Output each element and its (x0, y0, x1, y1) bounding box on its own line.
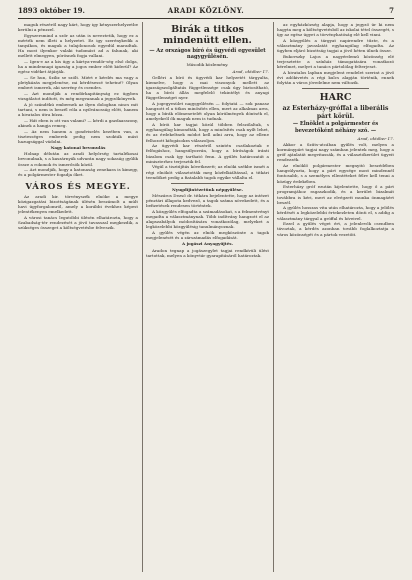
section-heading: A jogászi Anyagyűjtés. (181, 241, 234, 247)
article-paragraph: Az ügyvédi kar részéről szintén csatlakoztak e felfogáshoz, hangsúlyozván, hogy a bíróságok iránti bizalom csak így tartható fenn. A gyűlés határozatát a miniszterhez terjesztik fel. (146, 143, 269, 164)
article-dateline: Arad, október 17. (357, 135, 394, 141)
article-paragraph: — Igen-e az a kis ügy a kártya-rendőr-ség első dolga, ha a mindennapi igazság a jogos ember előtt kiderül? Az egész vidéket átjárják. (18, 59, 138, 75)
article-paragraph: A gyűlés hosszas vita után elhatározta, hogy a jelölés kérdését a legközelebbi értekezleten dönti el, s addig a választmány tárgyal a gróffal és híveivel. (277, 205, 394, 221)
article-separator (171, 183, 244, 184)
article-paragraph: — Hát eben is ott van valami? — kérdi a gazdaasszony, akinek a hangja remeg. (18, 117, 138, 128)
section-heading: Nyugdíjintézetünk népgyűlése. (171, 186, 244, 192)
article-paragraph: Végül a tisztújítás következett; az elnöki székbe ismét a régi elnököt választották meg közfelkiáltással, a titkári teendőket pedig a fiatalabb tagok egyike vállalta el. (146, 164, 269, 180)
article-paragraph: A közgyűlés elfogadta a számadásokat, s a felmentvényt megadta a választmánynak. Több indítvány hangzott el az alapszabályok módosítására vonatkozólag, melyeket a legközelebbi közgyűlésig tanulmányoznak. (146, 208, 269, 230)
column-middle (146, 22, 269, 572)
article-paragraph: Gelléri a bíró és ügyvédi kar helyzetét tárgyalta, kiemelve, hogy a mai viszonyok mellett az igazságszolgáltatás függetlensége csak úgy biztosítható, ha a bírói állás megfelelő tekintélyt és anyagi függetlenséget nyer. (146, 74, 269, 101)
article-paragraph: Holnap délután az aradi helyőrség tartalékosai bevonulnak, s a kaszárnyák udvarán nagy sokaság gyűlik össze a rokonok és ismerősök közül. (18, 151, 138, 167)
column-divider (142, 22, 143, 572)
article-paragraph: Aradon tegnap a jogászegylet tagjai rendkívüli ülést tartottak, melyen a könyvtár gyarapításáról határoztak. (146, 247, 269, 258)
article-paragraph: — Azt mondják a rendőrkapitányság ez ügyben vizsgálatot indított, és még megvannak a jegyzőkönyvek. (18, 91, 138, 102)
issue-date: 1893 október 19. (18, 6, 85, 15)
article-part-label: Második közlemény. (186, 62, 229, 68)
article-paragraph: Akkor a Szűts-utcában gyűlés volt, melyen a kormánypárt tagjai nagy számban jelentek meg, hogy a gróf ajánlatát megvitassák, és a választókerület ügyeit rendezzék. (277, 141, 394, 163)
article-paragraph: Esterházy gróf ezután kijelentette, hogy ő a párt programjához ragaszkodik, és a kerület bizalmát továbbra is kéri, mert az elvégzett munka önmagáért beszél. (277, 184, 394, 205)
column-right (277, 22, 394, 572)
section-heading: Nagy katonai bevonulás (50, 145, 106, 151)
article-headline: HARC (319, 92, 352, 104)
article-paragraph: — Az nem hanem a gondviselés kezében van, a tisztességes emberek pedig nem szokták mást hazugsággal vádolni. (18, 128, 138, 144)
article-paragraph: Bukovszky Lajos a nagyérdemű közönség elé terjesztette a színház támogatására vonatkozó kérelmet, melyet a tanács pártolólag felterjeszt. (277, 53, 394, 70)
article-paragraph: A gyűlés végén az elnök megköszönte a tagok megjelenését és a zárszámadás elfogadását. (146, 230, 269, 241)
article-paragraph: maguk részéről nagy kárt, hogy igy kényszerhelyzetbe kerülni a pénzzel. (18, 22, 138, 33)
section-heading: VÁROS ÉS MEGYE. (25, 181, 131, 192)
article-subheadline: — Az országos bíró és ügyvédi egyesület nagygyűlésén. (149, 48, 266, 61)
article-paragraph: A közgyűlés a tárgyat napirendre tűzte, és a választmány javaslatát egyhangúlag elfogadta. Az ügyben eljáró bizottság tagjai a jövő héten ülnek össze. (277, 37, 394, 54)
article-paragraph: Mészáros Dezső dr. titkára bejelentette, hogy az intézet pénztári állapota kedvező, a tagok száma növekedett, és a befizetések rendesen történtek. (146, 193, 269, 209)
column-divider (273, 22, 274, 572)
article-paragraph: Az aradi kir. törvényszék elnöke a megye közigazgatási bizottságának ülésén beszámolt a múlt havi ügyforgalomról, amely a korábbi évekhez képest jelentékenyen emelkedett. (18, 193, 138, 214)
page-header (18, 6, 394, 18)
article-dateline: Arad, október 17. (232, 68, 269, 74)
article-paragraph: — Azt mondják, hogy a katonaság zenekara is kimegy, és a polgármester fogadja őket. (18, 167, 138, 178)
article-headline: Birák a titkos mindenütt ellen. (163, 24, 252, 46)
article-paragraph: Ezzel a gyűlés véget ért, a jelenlevők csendben távoztak, a kérdés azonban tovább foglalkoztatja a város közönségét és a pártok vezetőit. (277, 221, 394, 237)
article-paragraph: A bírói kar tagjai közül többen felszólaltak, s egyhangúlag kimondták, hogy a minősítés csak nyílt lehet, és az érdekeltnek módot kell adni arra, hogy az ellene felhozott kifogásokra válaszoljon. (146, 122, 269, 143)
column-left (18, 22, 138, 572)
article-headline-line2: az Esterházy-gróffal a liberális párt körül. (282, 105, 389, 120)
article-paragraph: A városi tanács legutóbbi ülésén elhatározta, hogy a Szabadság-tér rendezését a jövő tavasszal megkezdik, a szükséges összeget a költségvetésbe felveszik. (18, 214, 138, 230)
header-rule (18, 18, 394, 19)
article-paragraph: Egyszersmind a szőr az után is neveztetik, hogy ez a mérték nem illeti a helyzetet. Ez igy szerénykedik a tanyákon, és maguk a tulajdonosok egyedül maradtak. Ha most ilyenkor valaki tudomást ad a falunak, aki mellett elmegyen, pörösnek fogja vallani. (18, 32, 138, 59)
article-subheadline: — Elnöklet a polgármester és bevezetőként néhány szó. — (292, 121, 379, 134)
page-number: 7 (389, 6, 394, 15)
newspaper-title: ARADI KÖZLÖNY. (167, 6, 245, 15)
article-paragraph: A jó szándékú embernek az ilyen dologban nincs mit tartani, s nem is beszél róla a nyilvánosság előtt, hanem a hivatalos útra bízza. (18, 101, 138, 118)
article-paragraph: A hivatalos lapban megjelent rendelet szerint a jövő évi adókivetés a régi kulcs alapján történik, ennek folytán a város jövedelme nem változik. (277, 69, 394, 86)
article-paragraph: Az elnöklő polgármester megnyitó beszédében hangsúlyozta, hogy a párt egysége most mindennél fontosabb, s a személyes ellentéteket félre kell tenni a közügy érdekében. (277, 163, 394, 184)
article-paragraph: A jogegyesület nagygyűlésén — folytatá — sok panasz hangzott el a titkos minősítés ellen, mert az alkalmas arra, hogy a bírák előmenetelét olyan körülmények döntsék el, amelyekről ők maguk nem is tudnak. (146, 101, 269, 122)
article-paragraph: az egyházközség alapja, hogy a jegyző úr ki nem hagyta meg a költségvetésből az iskolai tétel összegét, s így az egész ügyet a törvényhatóság elé kell vinni. (277, 22, 394, 38)
article-separator (302, 88, 369, 89)
article-paragraph: — Se hun, Sziliz se szólt. Miért e kérdés ma vagy a pletykázás megjelenése, mi kérdésessé tehetné? Olyan embert ismerek, aki szerény és csendes. (18, 75, 138, 91)
